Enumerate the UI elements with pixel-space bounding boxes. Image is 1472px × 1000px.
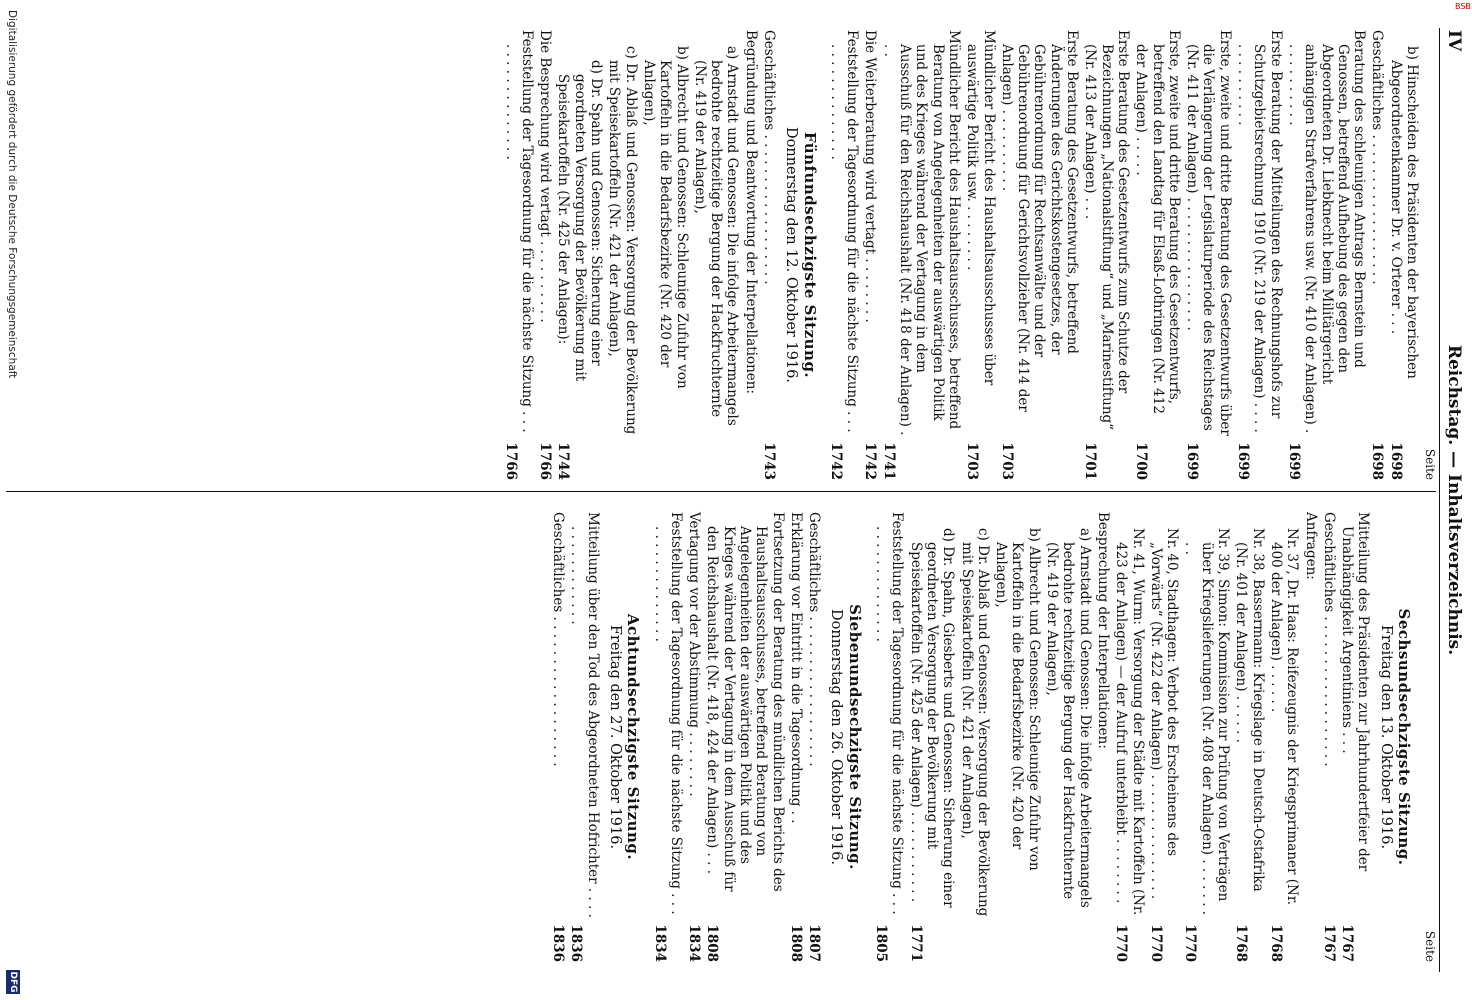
toc-entry (1286, 30, 1367, 480)
toc-entry-page: 1703 (964, 442, 981, 480)
seite-label: Seite (1423, 448, 1437, 480)
toc-entry (1082, 30, 1131, 480)
toc-entry-page: 1836 (568, 924, 585, 962)
toc-entry-page: 1742 (827, 442, 844, 480)
toc-entry-text: Anfragen: (1302, 512, 1319, 580)
seite-label: Seite (1423, 930, 1437, 962)
toc-entry-page: 1766 (502, 442, 519, 480)
toc-entry (641, 30, 690, 480)
toc-entry-page: 1767 (1320, 924, 1337, 962)
toc-entry (1184, 30, 1233, 480)
toc-entry (806, 512, 822, 962)
toc-entry-text: Begründung und Beantwortung der Interpellationen: (742, 30, 759, 395)
toc-entry-text: Feststellung der Tagesordnung für die nächste Sitzung . . . . . . . . . . . . . . . . . (502, 30, 535, 433)
toc-entry (555, 30, 604, 480)
toc-entry-page: 1805 (873, 924, 890, 962)
toc-entry-page: 1766 (537, 442, 554, 480)
toc-entry (907, 512, 956, 962)
toc-entry-page: 1808 (787, 924, 804, 962)
header-rule (1439, 28, 1440, 972)
toc-entry-text: a) Arnstadt und Genossen: Die infolge Arbeitermangels bedrohte rechtzeitige Bergung der Hackfruchternte (Nr. 419 der Anlagen), (691, 46, 741, 426)
toc-entry-text: Nr. 38, Bassermann: Kriegslage in Deutsch-Ostafrika (Nr. 401 der Anlagen) . . . . . . (1233, 528, 1266, 892)
toc-entry (1095, 512, 1111, 962)
toc-entry (1233, 512, 1266, 962)
toc-entry-text: Nr. 40, Stadthagen: Verbot des Erscheinens des „Vorwärts“ (Nr. 422 der Anlagen) . . . . . . . . . . . . . . . (1147, 528, 1181, 900)
toc-entry-text: b) Albrecht und Genossen: Schleunige Zufuhr von Kartoffeln in die Bedarfsbezirke (Nr. 420 der Anlagen), (640, 46, 690, 389)
toc-entry-text: Besprechung der Interpellationen: (1094, 512, 1111, 749)
toc-entry-text: Nr. 37, Dr. Haas: Reifezeugnis der Kriegsprimaner (Nr. 400 der Anlagen) . . . . . . (1267, 528, 1301, 906)
entry-list (828, 30, 1420, 480)
session-date: Donnerstag den 26. Oktober 1916. (828, 609, 845, 865)
toc-entry-text: Feststellung der Tagesordnung für die nächste Sitzung . . . . . . . . . . . . . . . . . (873, 512, 906, 915)
toc-entry-page: 1698 (1387, 442, 1404, 480)
toc-entry-text: d) Dr. Spahn, Giesberts und Genossen: Sicherung einer geordneten Versorgung der Bevölkerung mit Speisekartoffeln (Nr. 425 der Anlagen) . . . . . . . . . . . (907, 528, 957, 908)
toc-entry-text: Geschäftliches . . . . . . . . . . . . . . . . . . (550, 512, 567, 767)
toc-entry (1268, 512, 1301, 962)
toc-entry-page: 1834 (686, 924, 703, 962)
toc-entry-page: 1741 (880, 442, 897, 480)
toc-entry-page: 1770 (1113, 924, 1130, 962)
toc-entry-text: Fortsetzung der Beratung des mündlichen Berichts des Haushaltsausschusses, betreffend Beratung von Angelegenheiten der auswärtigen Politik und des Krieges während der Vertagung in dem Ausschuß für den Reichshaushalt (Nr. 418, 424 der Anlagen) . . . (704, 512, 786, 892)
bsb-mark: BSB (1455, 2, 1471, 11)
toc-entry-text: Beratung des schleunigen Antrags Bernstein und Genossen, betreffend Aufhebung des gegen den Abgeordneten Dr. Liebknecht beim Militärgericht anhängigen Strafverfahrens usw. (Nr. 410 der Anlagen) . . . . . . . . . . . (1285, 30, 1368, 434)
toc-entry-page: 1768 (1233, 924, 1250, 962)
session-title: Sechsundsechzigste Sitzung. (1395, 608, 1413, 866)
toc-entry-text: Geschäftliches . . . . . . . . . . . . . . . . . . (761, 30, 778, 285)
toc-entry-page: 1770 (1147, 924, 1164, 962)
toc-entry-text: c) Dr. Ablaß und Genossen: Versorgung der Bevölkerung mit Speisekartoffeln (Nr. 421 der Anlagen), (606, 46, 639, 435)
toc-entry-text: Nr. 41, Wurm: Versorgung der Städte mit Kartoffeln (Nr. 423 der Anlagen) — der Aufruf unterbleibt . . . . . . . . (1113, 528, 1146, 916)
entry-list (502, 30, 777, 480)
toc-entry (993, 512, 1042, 962)
right-column (548, 512, 1438, 962)
toc-entry (550, 512, 566, 962)
toc-entry-page: 1808 (704, 924, 721, 962)
toc-entry (1113, 512, 1146, 962)
session-title: Fünfundsechzigste Sitzung. (800, 131, 819, 379)
toc-entry-text: Erste Beratung des Gesetzentwurfs, betreffend Änderungen des Gerichtskostengesetzes, der Gebührenordnung für Rechtsanwälte und der Gebührenordnung für Gerichtsvollzieher (Nr. 414 der Anlagen) . . . . . . . . . . (998, 30, 1081, 412)
toc-entry-page: 1834 (651, 924, 668, 962)
toc-entry-text: Erste, zweite und dritte Beratung des Gesetzentwurfs über die Verlängerung der Legislaturperiode des Reichstages (Nr. 411 der Anlagen) . . . . . . . . . . . . . . . . (1184, 30, 1233, 436)
toc-entry (704, 512, 785, 962)
toc-entry (1182, 512, 1231, 962)
toc-entry (788, 512, 804, 962)
toc-entry-text: Erste, zweite und dritte Beratung des Gesetzentwurfs, betreffend den Landtag für Elsaß-Lothringen (Nr. 412 der Anlagen) . . . . . (1133, 30, 1182, 414)
toc-entry-text: c) Dr. Ablaß und Genossen: Versorgung der Bevölkerung mit Speisekartoffeln (Nr. 421 der Anlagen), (958, 528, 991, 917)
toc-entry (1302, 512, 1318, 962)
toc-entry-text: Mitteilung des Präsidenten zur Jahrhundertfeier der Unabhängigkeit Argentiniens . . . (1339, 512, 1372, 872)
toc-entry-text: Vertagung vor der Abstimmung . . . . . . . . (686, 512, 703, 797)
toc-entry-page: 1703 (998, 442, 1015, 480)
session-title: Siebenundsechzigste Sitzung. (845, 604, 864, 870)
entry-list (651, 512, 822, 962)
toc-entry-text: Geschäftliches . . . . . . . . . . . . . . . . . . (1320, 512, 1337, 767)
toc-entry (606, 30, 639, 480)
entry-list (873, 512, 1372, 962)
toc-entry-text: Geschäftliches . . . . . . . . . . . . . . . . . . (1369, 30, 1386, 285)
entry-list (550, 512, 601, 962)
dfg-logo: DFG (8, 971, 18, 993)
digitization-note: Digitalisierung gefördert durch die Deutsche Forschungsgemeinschaft (6, 10, 18, 379)
toc-entry-page: 1699 (1285, 442, 1302, 480)
toc-entry (1321, 512, 1337, 962)
toc-entry (964, 30, 997, 480)
toc-entry-text: Mündlicher Bericht des Haushaltsausschusses, betreffend Beratung von Angelegenheiten der auswärtigen Politik und des Krieges während der Vertagung in dem Ausschuß für den Reichshaushalt (Nr. 418 der Anlagen) . . . (880, 30, 962, 436)
toc-entry (999, 30, 1080, 480)
toc-entry-page: 1742 (862, 442, 879, 480)
toc-entry-page: 1768 (1267, 924, 1284, 962)
toc-entry-text: d) Dr. Spahn und Genossen: Sicherung einer geordneten Versorgung der Bevölkerung mit Speisekartoffeln (Nr. 425 der Anlagen): (555, 60, 605, 382)
toc-entry-page: 1699 (1235, 442, 1252, 480)
toc-entry-text: Die Weiterberatung wird vertagt . . . . . . . . (862, 30, 879, 323)
toc-entry-text: Feststellung der Tagesordnung für die nächste Sitzung . . . . . . . . . . . . . . . . . (827, 30, 861, 433)
toc-entry-page: 1807 (806, 924, 823, 962)
toc-entry (1148, 512, 1181, 962)
toc-entry (761, 30, 777, 480)
toc-entry-text: Feststellung der Tagesordnung für die nächste Sitzung . . . . . . . . . . . . . . . . . (651, 512, 684, 915)
toc-entry-text: Erste Beratung des Gesetzentwurfs zum Schutze der Bezeichnungen „Nationalstiftung“ und „Marinestiftung“ (Nr. 413 der Anlagen) . . . (1082, 30, 1131, 431)
toc-entry-page: 1701 (1082, 442, 1099, 480)
toc-entry-page: 1700 (1133, 442, 1150, 480)
toc-entry-text: Erklärung vor Eintritt in die Tagesordnung . . (787, 512, 804, 824)
toc-entry (1339, 512, 1372, 962)
page-header (1440, 30, 1466, 970)
toc-entry-page: 1698 (1369, 442, 1386, 480)
toc-entry-text: Erste Beratung der Mitteilungen des Rechnungshofs zur Schutzgebietsrechnung 1910 (Nr. 219 der Anlagen) . . . . . . . . . . . . . . (1235, 30, 1284, 433)
toc-entry (651, 512, 684, 962)
toc-entry-page: 1699 (1184, 442, 1201, 480)
toc-entry (958, 512, 991, 962)
session-title: Achtundsechzigste Sitzung. (624, 613, 643, 861)
toc-entry (686, 512, 702, 962)
toc-entry-page: 1771 (907, 924, 924, 962)
toc-entry-text: Nr. 39, Simon: Kommission zur Prüfung von Verträgen über Kriegslieferungen (Nr. 408 der Anlagen) . . . . . . . . . (1182, 528, 1232, 916)
session-date: Donnerstag den 12. Oktober 1916. (783, 127, 800, 383)
left-column (500, 30, 1438, 480)
toc-entry (537, 30, 553, 480)
toc-entry-page: 1744 (555, 442, 572, 480)
toc-entry (742, 30, 758, 480)
running-title: Reichstag. — Inhaltsverzeichnis. (1444, 344, 1464, 656)
toc-entry (1235, 30, 1284, 480)
toc-entry-text: Die Besprechung wird vertagt . . . . . . . . . . (537, 30, 554, 323)
toc-entry (873, 512, 906, 962)
toc-entry (568, 512, 601, 962)
toc-entry (828, 30, 861, 480)
toc-entry (1044, 512, 1093, 962)
toc-entry (862, 30, 878, 480)
column-divider (6, 491, 1436, 492)
toc-entry-text: Geschäftliches . . . . . . . . . . . . . . . . . . (806, 512, 823, 767)
toc-entry (502, 30, 535, 480)
toc-entry-text: b) Hinscheiden des Präsidenten der bayerischen Abgeordnetenkammer Dr. v. Orterer . . . (1387, 46, 1420, 379)
page-number: IV (1444, 30, 1464, 52)
toc-entry (1387, 30, 1420, 480)
toc-entry-page: 1836 (550, 924, 567, 962)
toc-entry (1133, 30, 1182, 480)
toc-entry (692, 30, 741, 480)
session-date: Freitag den 27. Oktober 1916. (606, 624, 623, 850)
toc-entry-text: Mitteilung über den Tod des Abgeordneten Hofrichter . . . . . . . . . . . . . . . . (568, 512, 601, 918)
toc-entry-text: b) Albrecht und Genossen: Schleunige Zufuhr von Kartoffeln in die Bedarfsbezirke (Nr. 420 der Anlagen), (993, 528, 1042, 871)
toc-entry-page: 1767 (1339, 924, 1356, 962)
toc-entry (1369, 30, 1385, 480)
session-date: Freitag den 13. Oktober 1916. (1377, 624, 1394, 850)
toc-entry-page: 1770 (1182, 924, 1199, 962)
toc-entry-text: a) Arnstadt und Genossen: Die infolge Arbeitermangels bedrohte rechtzeitige Bergung der Hackfruchternte (Nr. 419 der Anlagen), (1044, 528, 1093, 908)
toc-entry (881, 30, 962, 480)
toc-entry-page: 1743 (761, 442, 778, 480)
toc-entry-text: Mündlicher Bericht des Haushaltsausschusses über auswärtige Politik usw. . . . . . . . . (964, 30, 997, 386)
